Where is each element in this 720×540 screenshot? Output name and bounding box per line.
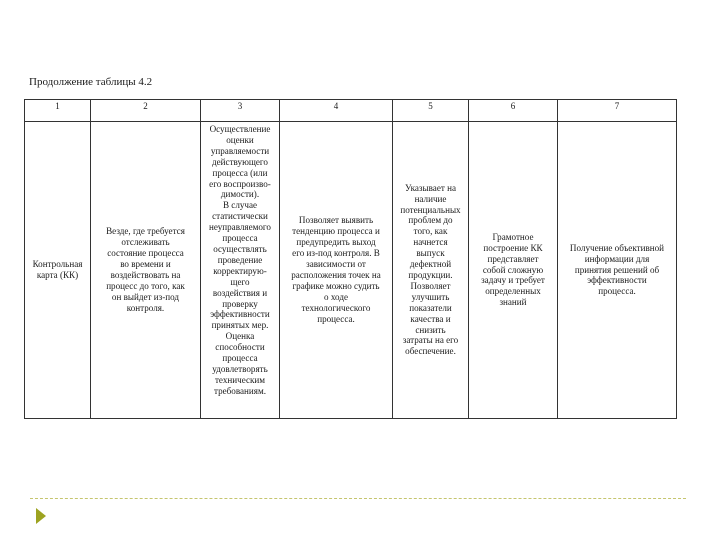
table-cell-result bbox=[558, 122, 677, 419]
column-header: 4 bbox=[280, 100, 393, 122]
column-header: 6 bbox=[469, 100, 558, 122]
column-header: 1 bbox=[25, 100, 91, 122]
cell-text: Везде, где требуется отслеживать состояние процесса во времени и воздействовать на процесс до того, как он выйдет из-под контроля. bbox=[106, 226, 185, 313]
table-cell-description bbox=[280, 122, 393, 419]
triangle-right-icon bbox=[36, 508, 46, 524]
table-header-row bbox=[25, 100, 677, 122]
table-cell-method bbox=[25, 122, 91, 419]
cell-text: Указывает на наличие потенциальных проблем до того, как начнется выпуск дефектной продукции. Позволяет улучшить показатели качества и снизить затраты на его обеспечение. bbox=[400, 182, 461, 357]
table-row bbox=[25, 122, 677, 419]
document-table bbox=[24, 99, 677, 419]
table-cell-limitations bbox=[469, 122, 558, 419]
column-header: 2 bbox=[91, 100, 201, 122]
table-cell-application bbox=[91, 122, 201, 419]
footer-dashed-rule bbox=[30, 498, 686, 499]
cell-text: Позволяет выявить тенденцию процесса и предупредить выход его из-под контроля. В зависимости от расположения точек на графике можно судить о ходе технологического процесса. bbox=[291, 215, 381, 324]
table-cell-purpose bbox=[201, 122, 280, 419]
column-header: 5 bbox=[393, 100, 469, 122]
table-cell-advantages bbox=[393, 122, 469, 419]
cell-text: Контрольная карта (КК) bbox=[32, 259, 83, 280]
table-caption: Продолжение таблицы 4.2 bbox=[29, 76, 153, 88]
cell-text: Получение объективной информации для принятия решений об эффективности процесса. bbox=[569, 242, 665, 297]
column-header: 3 bbox=[201, 100, 280, 122]
cell-text: Осуществление оценки управляемости действующего процесса (или его воспроизво- димости). В случае статистически неуправляемого процесса осуществлять проведение корректирую- щего воздействия и проверку эффективности принятых мер. Оценка способности процесса удовлетворять техническим требованиям. bbox=[209, 124, 271, 396]
cell-text: Грамотное построение КК представляет собой сложную задачу и требует определенных знаний bbox=[481, 231, 545, 308]
column-header: 7 bbox=[558, 100, 677, 122]
